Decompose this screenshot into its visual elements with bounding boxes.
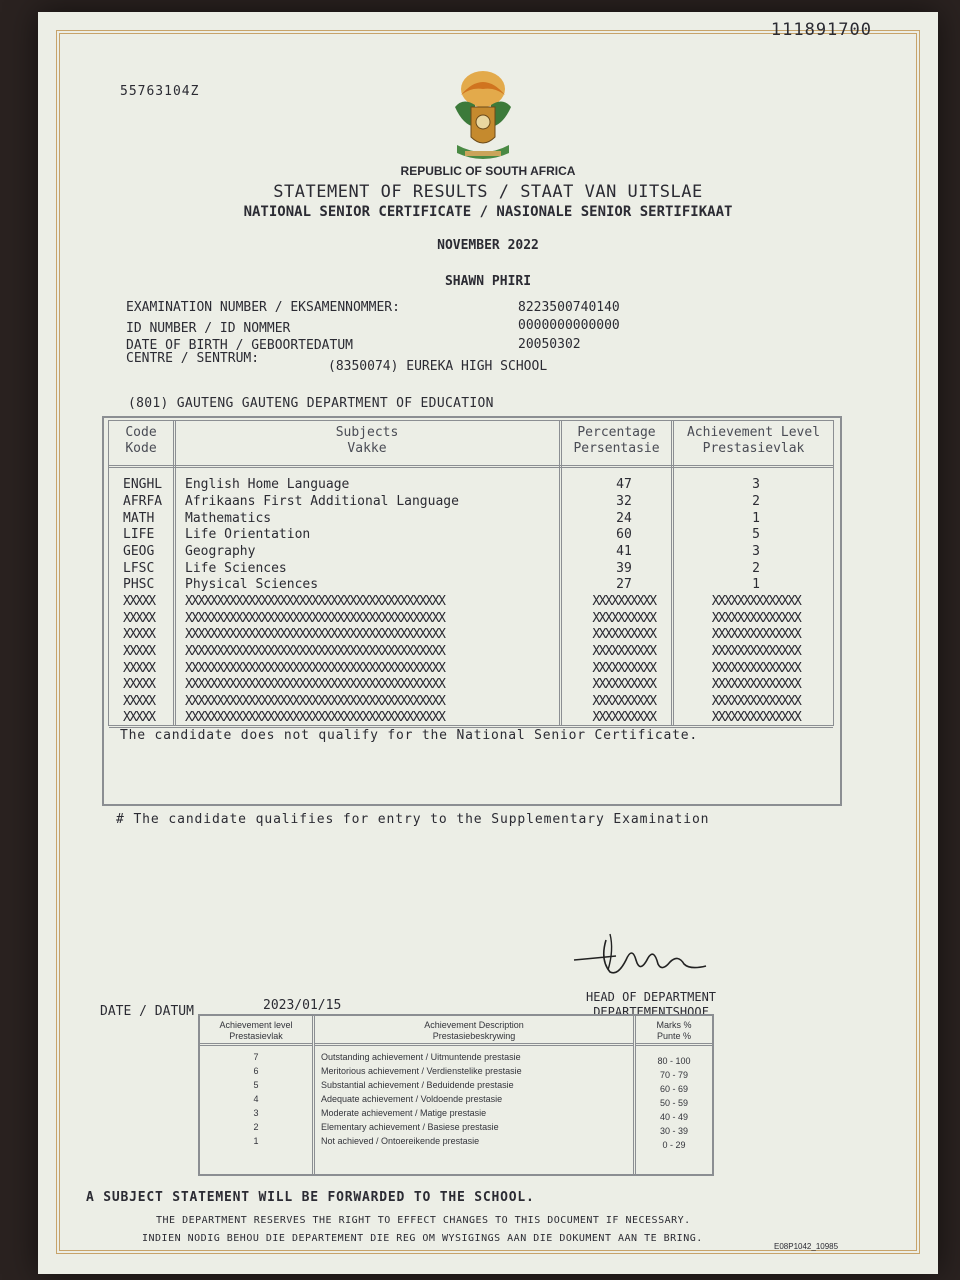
legend-marks: 0 - 29 <box>662 1140 686 1150</box>
coat-of-arms-icon <box>443 67 523 167</box>
centre-value: (8350074) EUREKA HIGH SCHOOL <box>328 359 548 374</box>
legend-level: 1 <box>253 1136 259 1146</box>
subject-code: LIFE <box>123 527 155 542</box>
filler-row <box>109 677 833 694</box>
filler-percentage: XXXXXXXXXX <box>592 644 656 659</box>
header-percentage-af: Persentasie <box>573 441 660 456</box>
legend-description: Adequate achievement / Voldoende prestasie <box>321 1094 503 1104</box>
legend-description: Elementary achievement / Basiese prestasie <box>321 1122 499 1132</box>
filler-percentage: XXXXXXXXXX <box>592 661 656 676</box>
legend-level: 5 <box>253 1080 259 1090</box>
legend-marks-header <box>636 1016 712 1046</box>
filler-code: XXXXX <box>123 694 155 709</box>
certificate-page <box>38 12 938 1274</box>
legend-description-header-af: Prestasiebeskrywing <box>432 1031 516 1041</box>
legend-description: Not achieved / Ontoereikende prestasie <box>321 1136 480 1146</box>
filler-percentage: XXXXXXXXXX <box>592 694 656 709</box>
header-code-af: Kode <box>125 441 157 456</box>
subject-code: ENGHL <box>123 477 163 492</box>
legend-level-header-af: Prestasievlak <box>229 1031 283 1041</box>
legend-marks-header-en: Marks % <box>656 1020 692 1030</box>
header-subject <box>175 425 559 457</box>
legend-description: Outstanding achievement / Uitmuntende prestasie <box>321 1052 521 1062</box>
legend-description: Substantial achievement / Beduidende prestasie <box>321 1080 514 1090</box>
filler-row <box>109 694 833 711</box>
document-title: STATEMENT OF RESULTS / STAAT VAN UITSLAE <box>273 182 703 202</box>
filler-subject: XXXXXXXXXXXXXXXXXXXXXXXXXXXXXXXXXXXXXXXXX <box>185 594 445 609</box>
subject-code: AFRFA <box>123 494 163 509</box>
document-subtitle: NATIONAL SENIOR CERTIFICATE / NASIONALE SENIOR SERTIFIKAAT <box>243 204 733 220</box>
header-code <box>109 425 173 457</box>
filler-code: XXXXX <box>123 661 155 676</box>
subject-code: GEOG <box>123 544 155 559</box>
serial-number-top-left: 55763104Z <box>120 84 200 99</box>
subject-statement-notice: A SUBJECT STATEMENT WILL BE FORWARDED TO THE SCHOOL. <box>86 1190 535 1205</box>
filler-percentage: XXXXXXXXXX <box>592 594 656 609</box>
filler-percentage: XXXXXXXXXX <box>592 611 656 626</box>
filler-subject: XXXXXXXXXXXXXXXXXXXXXXXXXXXXXXXXXXXXXXXXX <box>185 677 445 692</box>
head-of-department-af: DEPARTEMENTSHOOF <box>593 1005 709 1019</box>
filler-row <box>109 594 833 611</box>
subject-level: 2 <box>752 494 760 509</box>
header-code-en: Code <box>125 425 157 440</box>
table-row <box>109 544 833 561</box>
exam-number-value: 8223500740140 <box>518 300 620 315</box>
subject-level: 1 <box>752 577 760 592</box>
header-subject-af: Vakke <box>347 441 387 456</box>
legend-marks: 50 - 59 <box>659 1098 689 1108</box>
filler-level: XXXXXXXXXXXXXX <box>711 594 801 609</box>
legend-level: 3 <box>253 1108 259 1118</box>
table-row <box>109 577 833 594</box>
legend-level-header <box>200 1016 312 1046</box>
subject-level: 3 <box>752 477 760 492</box>
legend-marks: 30 - 39 <box>659 1126 689 1136</box>
subject-percentage: 60 <box>616 527 632 542</box>
qualification-remark: The candidate does not qualify for the National Senior Certificate. <box>120 728 698 743</box>
header-level-en: Achievement Level <box>686 425 821 440</box>
legend-description-header-en: Achievement Description <box>424 1020 524 1030</box>
filler-code: XXXXX <box>123 710 155 725</box>
table-row <box>109 477 833 494</box>
table-row <box>109 494 833 511</box>
subject-code: PHSC <box>123 577 155 592</box>
subject-percentage: 47 <box>616 477 632 492</box>
filler-subject: XXXXXXXXXXXXXXXXXXXXXXXXXXXXXXXXXXXXXXXXX <box>185 644 445 659</box>
filler-level: XXXXXXXXXXXXXX <box>711 710 801 725</box>
filler-subject: XXXXXXXXXXXXXXXXXXXXXXXXXXXXXXXXXXXXXXXXX <box>185 611 445 626</box>
legend-level: 7 <box>253 1052 259 1062</box>
filler-percentage: XXXXXXXXXX <box>592 710 656 725</box>
country-heading: REPUBLIC OF SOUTH AFRICA <box>400 164 576 178</box>
filler-subject: XXXXXXXXXXXXXXXXXXXXXXXXXXXXXXXXXXXXXXXXX <box>185 710 445 725</box>
centre-label: CENTRE / SENTRUM: <box>126 351 260 366</box>
subject-level: 2 <box>752 561 760 576</box>
dob-value: 20050302 <box>518 337 581 352</box>
results-grid <box>108 420 834 726</box>
header-percentage-en: Percentage <box>577 425 656 440</box>
filler-row <box>109 661 833 678</box>
exam-number-label: EXAMINATION NUMBER / EKSAMENNOMMER: <box>126 300 400 315</box>
legend-marks: 70 - 79 <box>659 1070 689 1080</box>
legend-description-column <box>315 1016 636 1174</box>
legend-marks-header-af: Punte % <box>656 1031 692 1041</box>
table-row <box>109 527 833 544</box>
legend-level: 4 <box>253 1094 259 1104</box>
filler-level: XXXXXXXXXXXXXX <box>711 677 801 692</box>
subject-name: Geography <box>185 544 256 559</box>
results-table <box>102 416 842 806</box>
dob-label: DATE OF BIRTH / GEBOORTEDATUM <box>126 338 353 353</box>
legend-marks-column <box>636 1016 712 1174</box>
filler-row <box>109 710 833 727</box>
header-percentage <box>562 425 671 457</box>
signature-icon <box>566 920 716 980</box>
subject-percentage: 24 <box>616 511 632 526</box>
filler-level: XXXXXXXXXXXXXX <box>711 611 801 626</box>
legend-level: 2 <box>253 1122 259 1132</box>
filler-subject: XXXXXXXXXXXXXXXXXXXXXXXXXXXXXXXXXXXXXXXXX <box>185 627 445 642</box>
filler-subject: XXXXXXXXXXXXXXXXXXXXXXXXXXXXXXXXXXXXXXXXX <box>185 661 445 676</box>
subject-level: 1 <box>752 511 760 526</box>
filler-row <box>109 611 833 628</box>
filler-row <box>109 644 833 661</box>
supplementary-note: # The candidate qualifies for entry to the Supplementary Examination <box>116 812 710 827</box>
issue-date: 2023/01/15 <box>263 998 342 1013</box>
header-level <box>674 425 833 457</box>
serial-number-top-right: 111891700 <box>770 20 872 40</box>
exam-session: NOVEMBER 2022 <box>437 238 539 253</box>
id-number-value: 0000000000000 <box>518 318 620 333</box>
filler-level: XXXXXXXXXXXXXX <box>711 627 801 642</box>
legend-marks: 60 - 69 <box>659 1084 689 1094</box>
legend-marks: 40 - 49 <box>659 1112 689 1122</box>
filler-code: XXXXX <box>123 677 155 692</box>
form-number: E08P1042_10985 <box>774 1242 839 1251</box>
subject-level: 3 <box>752 544 760 559</box>
table-row <box>109 511 833 528</box>
filler-subject: XXXXXXXXXXXXXXXXXXXXXXXXXXXXXXXXXXXXXXXXX <box>185 694 445 709</box>
filler-code: XXXXX <box>123 627 155 642</box>
filler-percentage: XXXXXXXXXX <box>592 677 656 692</box>
subject-code: LFSC <box>123 561 155 576</box>
subject-name: Mathematics <box>185 511 272 526</box>
legend-description: Meritorious achievement / Verdienstelike prestasie <box>321 1066 522 1076</box>
subject-percentage: 41 <box>616 544 632 559</box>
legend-description: Moderate achievement / Matige prestasie <box>321 1108 487 1118</box>
subject-name: Afrikaans First Additional Language <box>185 494 459 509</box>
legend-description-header <box>315 1016 633 1046</box>
filler-level: XXXXXXXXXXXXXX <box>711 661 801 676</box>
legend-level-header-en: Achievement level <box>219 1020 293 1030</box>
subject-name: Life Orientation <box>185 527 311 542</box>
header-level-af: Prestasievlak <box>702 441 805 456</box>
subject-percentage: 32 <box>616 494 632 509</box>
header-subject-en: Subjects <box>335 425 399 440</box>
reserve-notice-en: THE DEPARTMENT RESERVES THE RIGHT TO EFFECT CHANGES TO THIS DOCUMENT IF NECESSARY. <box>156 1215 691 1226</box>
achievement-legend <box>198 1014 714 1176</box>
subject-name: Physical Sciences <box>185 577 319 592</box>
legend-marks: 80 - 100 <box>657 1056 691 1066</box>
filler-level: XXXXXXXXXXXXXX <box>711 644 801 659</box>
filler-code: XXXXX <box>123 611 155 626</box>
table-row <box>109 561 833 578</box>
subject-percentage: 27 <box>616 577 632 592</box>
filler-code: XXXXX <box>123 644 155 659</box>
candidate-name: SHAWN PHIRI <box>444 274 532 289</box>
subject-percentage: 39 <box>616 561 632 576</box>
filler-code: XXXXX <box>123 594 155 609</box>
date-label: DATE / DATUM <box>100 1004 194 1019</box>
subject-level: 5 <box>752 527 760 542</box>
subject-name: Life Sciences <box>185 561 287 576</box>
header-divider <box>109 465 833 468</box>
reserve-notice-af: INDIEN NODIG BEHOU DIE DEPARTEMENT DIE REG OM WYSIGINGS AAN DIE DOKUMENT AAN TE BRING. <box>142 1233 703 1244</box>
legend-level-column <box>200 1016 315 1174</box>
subject-name: English Home Language <box>185 477 350 492</box>
subject-code: MATH <box>123 511 155 526</box>
filler-percentage: XXXXXXXXXX <box>592 627 656 642</box>
filler-level: XXXXXXXXXXXXXX <box>711 694 801 709</box>
legend-level: 6 <box>253 1066 259 1076</box>
head-of-department-en: HEAD OF DEPARTMENT <box>585 990 717 1004</box>
filler-row <box>109 627 833 644</box>
id-number-label: ID NUMBER / ID NOMMER <box>126 321 291 336</box>
province-department: (801) GAUTENG GAUTENG DEPARTMENT OF EDUCATION <box>128 396 494 411</box>
